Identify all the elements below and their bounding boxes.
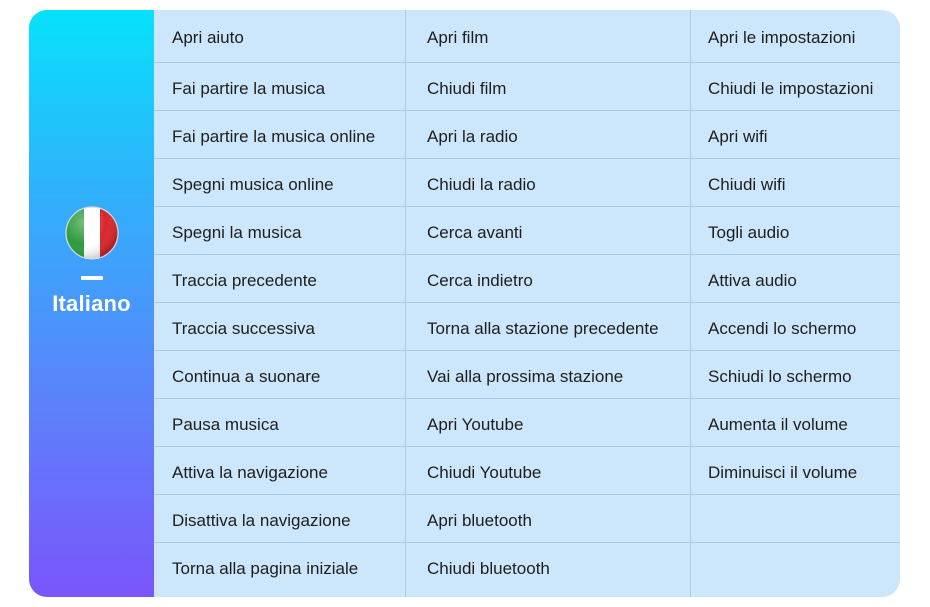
command-label: Pausa musica <box>172 415 279 434</box>
command-cell <box>691 111 900 159</box>
command-cell <box>691 63 900 111</box>
command-cell <box>154 207 405 255</box>
command-cell <box>406 495 691 543</box>
command-label: Torna alla stazione precedente <box>427 319 659 338</box>
command-cell <box>691 207 900 255</box>
command-label: Chiudi la radio <box>427 175 536 194</box>
command-label: Apri bluetooth <box>427 511 532 530</box>
command-cell <box>691 255 900 303</box>
language-panel <box>29 10 154 597</box>
command-label: Apri aiuto <box>172 28 244 47</box>
command-cell <box>691 543 900 597</box>
command-cell <box>406 399 691 447</box>
command-label: Cerca avanti <box>427 223 523 242</box>
command-cell <box>406 303 691 351</box>
command-label: Chiudi film <box>427 79 507 98</box>
command-cell <box>154 351 405 399</box>
command-label: Torna alla pagina iniziale <box>172 559 359 578</box>
command-label: Cerca indietro <box>427 271 533 290</box>
command-cell <box>154 495 405 543</box>
command-cell <box>154 159 405 207</box>
command-cell <box>406 207 691 255</box>
command-label: Togli audio <box>708 223 790 242</box>
command-label: Attiva la navigazione <box>172 463 328 482</box>
command-cell <box>406 159 691 207</box>
command-cell <box>691 399 900 447</box>
command-cell <box>154 255 405 303</box>
commands-table <box>154 10 900 597</box>
command-cell <box>691 447 900 495</box>
command-cell <box>406 447 691 495</box>
command-label: Fai partire la musica <box>172 79 326 98</box>
command-label: Spegni la musica <box>172 223 302 242</box>
command-label: Diminuisci il volume <box>708 463 858 482</box>
command-label: Accendi lo schermo <box>708 319 857 338</box>
command-cell <box>154 447 405 495</box>
command-label: Apri wifi <box>708 127 768 146</box>
commands-column-2 <box>405 10 691 597</box>
command-label: Disattiva la navigazione <box>172 511 351 530</box>
command-cell <box>154 399 405 447</box>
command-label: Vai alla prossima stazione <box>427 367 624 386</box>
command-label: Apri la radio <box>427 127 518 146</box>
command-cell <box>691 351 900 399</box>
command-label: Attiva audio <box>708 271 797 290</box>
command-cell <box>406 255 691 303</box>
command-label: Apri Youtube <box>427 415 524 434</box>
command-label: Chiudi wifi <box>708 175 786 194</box>
commands-column-3 <box>690 10 900 597</box>
command-label: Traccia precedente <box>172 271 317 290</box>
command-label: Apri film <box>427 28 489 47</box>
command-cell <box>406 10 691 63</box>
command-label: Schiudi lo schermo <box>708 367 852 386</box>
command-cell <box>691 159 900 207</box>
divider-dash <box>81 276 103 280</box>
command-label: Chiudi Youtube <box>427 463 542 482</box>
command-cell <box>154 63 405 111</box>
command-cell <box>154 543 405 597</box>
command-cell <box>406 111 691 159</box>
command-label: Chiudi le impostazioni <box>708 79 874 98</box>
voice-commands-card <box>29 10 900 597</box>
command-label: Traccia successiva <box>172 319 315 338</box>
commands-column-1 <box>154 10 405 597</box>
command-label: Aumenta il volume <box>708 415 848 434</box>
command-label: Fai partire la musica online <box>172 127 376 146</box>
command-cell <box>154 111 405 159</box>
command-label: Apri le impostazioni <box>708 28 856 47</box>
command-cell <box>691 495 900 543</box>
command-cell <box>691 10 900 63</box>
command-cell <box>154 10 405 63</box>
command-label: Continua a suonare <box>172 367 321 386</box>
command-cell <box>154 303 405 351</box>
command-label: Spegni musica online <box>172 175 334 194</box>
command-cell <box>406 351 691 399</box>
command-cell <box>406 63 691 111</box>
language-label: Italiano <box>52 291 131 316</box>
italy-flag-icon <box>64 205 120 261</box>
command-label: Chiudi bluetooth <box>427 559 550 578</box>
command-cell <box>691 303 900 351</box>
command-cell <box>406 543 691 597</box>
